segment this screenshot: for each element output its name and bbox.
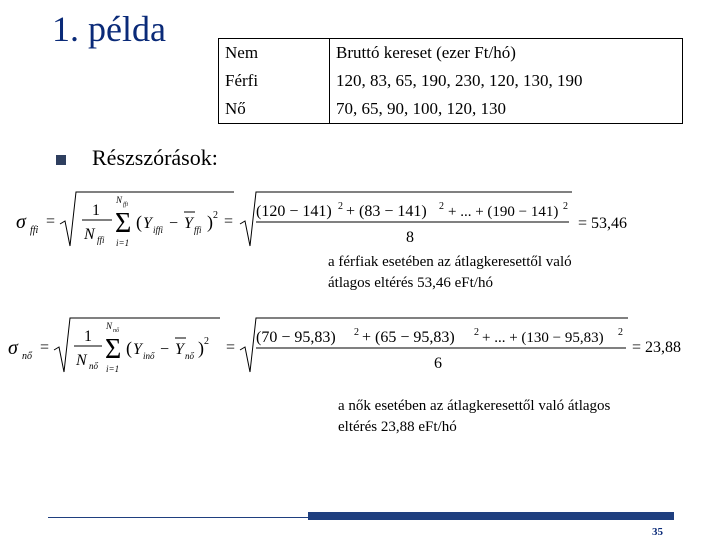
formula-ybar-sub: ffi xyxy=(194,225,202,235)
sum-bottom: i=1 xyxy=(106,364,120,374)
formula-square: 2 xyxy=(439,201,444,212)
formula-ybar: Y xyxy=(184,215,193,232)
sum-top-sub: ffi xyxy=(123,202,129,208)
sum-bottom: i=1 xyxy=(116,238,130,248)
table-cell: 70, 65, 90, 100, 120, 130 xyxy=(330,95,683,124)
sigma-icon: Σ xyxy=(105,334,122,365)
sum-top: N xyxy=(106,321,113,331)
formula-minus: − xyxy=(169,215,179,232)
formula-y: Y xyxy=(143,215,152,232)
footer-rule-thick xyxy=(308,512,674,520)
sum-top: N xyxy=(116,195,123,205)
note-male xyxy=(328,252,572,294)
formula-num-2: + (65 − 95,83) xyxy=(362,329,455,346)
formula-n-sub: ffi xyxy=(97,235,105,245)
formula-n: N xyxy=(76,352,87,369)
paren-open: ( xyxy=(136,212,142,232)
formula-n: N xyxy=(84,226,95,243)
table-cell: Nő xyxy=(219,95,330,124)
section-heading: Részszórások: xyxy=(92,145,218,170)
note-line: a férfiak esetében az átlagkeresettől való xyxy=(328,254,572,270)
bullet-square-icon xyxy=(56,155,66,165)
formula-y: Y xyxy=(133,341,142,358)
table-row xyxy=(219,95,683,124)
formula-lhs-sub: ffi xyxy=(30,225,39,236)
formula-female-std xyxy=(6,312,706,376)
page-number: 35 xyxy=(652,526,663,538)
slide-title: 1. példa xyxy=(52,9,166,49)
formula-denominator: 6 xyxy=(434,355,442,372)
table-cell: 120, 83, 65, 190, 230, 120, 130, 190 xyxy=(330,67,683,95)
note-line: eltérés 23,88 eFt/hó xyxy=(338,419,457,435)
formula-result: = 23,88 xyxy=(632,339,682,356)
paren-close: ) xyxy=(207,212,213,232)
formula-eq: = xyxy=(224,213,234,230)
formula-num-1: (120 − 141) xyxy=(256,203,332,220)
table-header-cell: Bruttó kereset (ezer Ft/hó) xyxy=(330,39,683,68)
formula-ybar: Y xyxy=(175,341,184,358)
formula-square: 2 xyxy=(563,201,568,212)
formula-y-sub: inő xyxy=(143,351,155,361)
formula-n-sub: nő xyxy=(89,361,98,371)
formula-y-sub: iffi xyxy=(153,225,164,235)
sum-top-sub: nő xyxy=(113,328,119,334)
salary-table xyxy=(218,38,683,124)
paren-open: ( xyxy=(126,338,132,358)
formula-lhs-sub: nő xyxy=(22,351,32,362)
table-header-cell: Nem xyxy=(219,39,330,68)
table-row xyxy=(219,67,683,95)
formula-eq: = xyxy=(226,339,236,356)
formula-male-std xyxy=(12,188,642,252)
formula-lhs: σ xyxy=(8,337,18,359)
formula-num-1: (70 − 95,83) xyxy=(256,329,336,346)
note-line: a nők esetében az átlagkeresettől való átlagos xyxy=(338,398,611,414)
footer-rule-thin xyxy=(48,517,308,518)
formula-minus: − xyxy=(160,341,170,358)
sigma-icon: Σ xyxy=(115,208,132,239)
formula-eq: = xyxy=(46,213,56,230)
formula-num-2: + (83 − 141) xyxy=(346,203,427,220)
formula-lhs: σ xyxy=(16,211,26,233)
formula-ybar-sub: nő xyxy=(185,351,194,361)
formula-num-3: + ... + (130 − 95,83) xyxy=(482,330,604,346)
formula-square: 2 xyxy=(338,201,343,212)
table-cell: Férfi xyxy=(219,67,330,95)
note-female xyxy=(338,396,610,438)
formula-square: 2 xyxy=(213,210,218,221)
formula-result: = 53,46 xyxy=(578,215,628,232)
table-header-row xyxy=(219,39,683,68)
formula-num-3: + ... + (190 − 141) xyxy=(448,204,559,220)
formula-square: 2 xyxy=(204,336,209,347)
paren-close: ) xyxy=(198,338,204,358)
formula-square: 2 xyxy=(618,327,623,338)
formula-denominator: 8 xyxy=(406,229,414,246)
formula-one: 1 xyxy=(84,328,92,345)
formula-square: 2 xyxy=(474,327,479,338)
formula-square: 2 xyxy=(354,327,359,338)
note-line: átlagos eltérés 53,46 eFt/hó xyxy=(328,275,493,291)
formula-eq: = xyxy=(40,339,50,356)
formula-one: 1 xyxy=(92,202,100,219)
